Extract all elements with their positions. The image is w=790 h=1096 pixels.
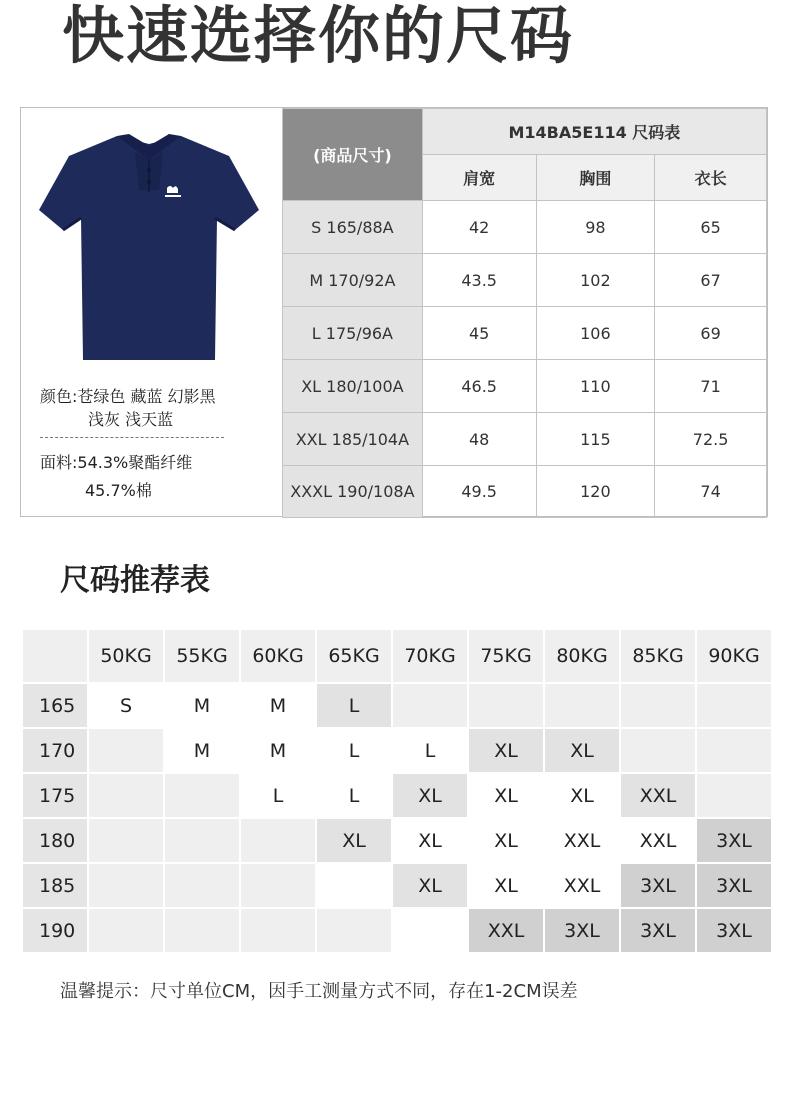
table-cell: 65 [655,201,767,254]
weight-header: 50KG [89,630,163,682]
size-cell: XL [545,729,619,772]
size-cell: XL [469,819,543,862]
table-cell: 72.5 [655,413,767,466]
size-cell [89,774,163,817]
recommendation-title: 尺码推荐表 [60,563,210,598]
table-cell: 45 [422,307,536,360]
size-cell [165,774,239,817]
size-cell [241,909,315,952]
size-cell: 3XL [621,909,695,952]
table-row [283,307,767,360]
table-row [23,819,771,862]
table-cell: 102 [536,254,655,307]
size-cell [545,684,619,727]
polo-shirt-image [39,130,261,362]
size-cell [697,684,771,727]
table-row [23,774,771,817]
table-row [283,360,767,413]
size-cell [165,909,239,952]
size-label: S 165/88A [283,201,423,254]
table-cell: 42 [422,201,536,254]
page-title: 快速选择你的尺码 [62,0,575,72]
size-cell: L [241,774,315,817]
size-cell [89,729,163,772]
table-row [23,909,771,952]
size-cell: XL [469,729,543,772]
size-cell: L [317,684,391,727]
weight-header: 55KG [165,630,239,682]
size-cell: 3XL [545,909,619,952]
height-label: 190 [23,909,87,952]
size-cell: XL [469,774,543,817]
size-cell: XL [393,774,467,817]
table-row [283,413,767,466]
size-cell: 3XL [697,864,771,907]
size-cell [89,864,163,907]
divider [40,437,224,438]
weight-header: 75KG [469,630,543,682]
size-cell: M [165,729,239,772]
material-info: 面料:54.3%聚酯纤维 [40,453,193,472]
product-panel [21,108,283,516]
size-cell [393,684,467,727]
size-cell: XL [393,819,467,862]
table-row [283,466,767,518]
size-cell: XL [545,774,619,817]
size-cell [165,819,239,862]
table-cell: 98 [536,201,655,254]
size-cell [621,729,695,772]
size-cell [89,819,163,862]
table-cell: 43.5 [422,254,536,307]
table-cell: 49.5 [422,466,536,518]
size-cell: L [317,729,391,772]
height-label: 180 [23,819,87,862]
table-cell: 46.5 [422,360,536,413]
column-header: 胸围 [536,155,655,201]
size-cell [317,909,391,952]
size-label: XXL 185/104A [283,413,423,466]
weight-header: 90KG [697,630,771,682]
table-cell: 115 [536,413,655,466]
height-label: 175 [23,774,87,817]
size-cell: XXL [545,819,619,862]
size-cell: XXL [545,864,619,907]
column-header: 肩宽 [422,155,536,201]
size-cell: M [165,684,239,727]
size-cell [697,774,771,817]
size-column-header: (商品尺寸) [283,109,423,201]
measurement-note: 温馨提示：尺寸单位CM，因手工测量方式不同，存在1-2CM误差 [60,981,578,1002]
size-cell: L [317,774,391,817]
size-label: M 170/92A [283,254,423,307]
size-label: XL 180/100A [283,360,423,413]
size-cell: XXL [621,819,695,862]
size-cell: M [241,729,315,772]
table-cell: 48 [422,413,536,466]
table-cell: 120 [536,466,655,518]
table-cell: 74 [655,466,767,518]
color-options: 颜色:苍绿色 藏蓝 幻影黑 [40,387,216,406]
size-cell [393,909,467,952]
size-cell [621,684,695,727]
corner-cell [23,630,87,682]
size-cell: 3XL [621,864,695,907]
color-options-cont: 浅灰 浅天蓝 [88,410,174,429]
size-cell [241,864,315,907]
size-cell [89,909,163,952]
table-row [23,684,771,727]
table-row [283,201,767,254]
size-label: L 175/96A [283,307,423,360]
table-row [283,254,767,307]
material-info-cont: 45.7%棉 [85,481,152,500]
weight-header: 65KG [317,630,391,682]
weight-header: 70KG [393,630,467,682]
weight-header: 85KG [621,630,695,682]
size-cell: XL [317,819,391,862]
size-cell [241,819,315,862]
height-label: 165 [23,684,87,727]
size-cell [317,864,391,907]
size-cell [469,684,543,727]
size-cell: 3XL [697,819,771,862]
table-cell: 110 [536,360,655,413]
size-cell: 3XL [697,909,771,952]
size-cell: M [241,684,315,727]
size-cell [697,729,771,772]
size-cell: L [393,729,467,772]
table-cell: 67 [655,254,767,307]
size-cell: XL [393,864,467,907]
column-header: 衣长 [655,155,767,201]
table-row [23,864,771,907]
table-row [23,729,771,772]
size-table-title: M14BA5E114 尺码表 [422,109,766,155]
weight-header: 60KG [241,630,315,682]
size-chart [20,107,768,517]
table-cell: 71 [655,360,767,413]
size-label: XXXL 190/108A [283,466,423,518]
recommendation-table [21,628,773,954]
size-cell: XXL [621,774,695,817]
height-label: 170 [23,729,87,772]
size-cell: XL [469,864,543,907]
size-table [282,108,767,518]
weight-header: 80KG [545,630,619,682]
table-cell: 69 [655,307,767,360]
size-cell: XXL [469,909,543,952]
table-cell: 106 [536,307,655,360]
size-cell: S [89,684,163,727]
size-cell [165,864,239,907]
height-label: 185 [23,864,87,907]
